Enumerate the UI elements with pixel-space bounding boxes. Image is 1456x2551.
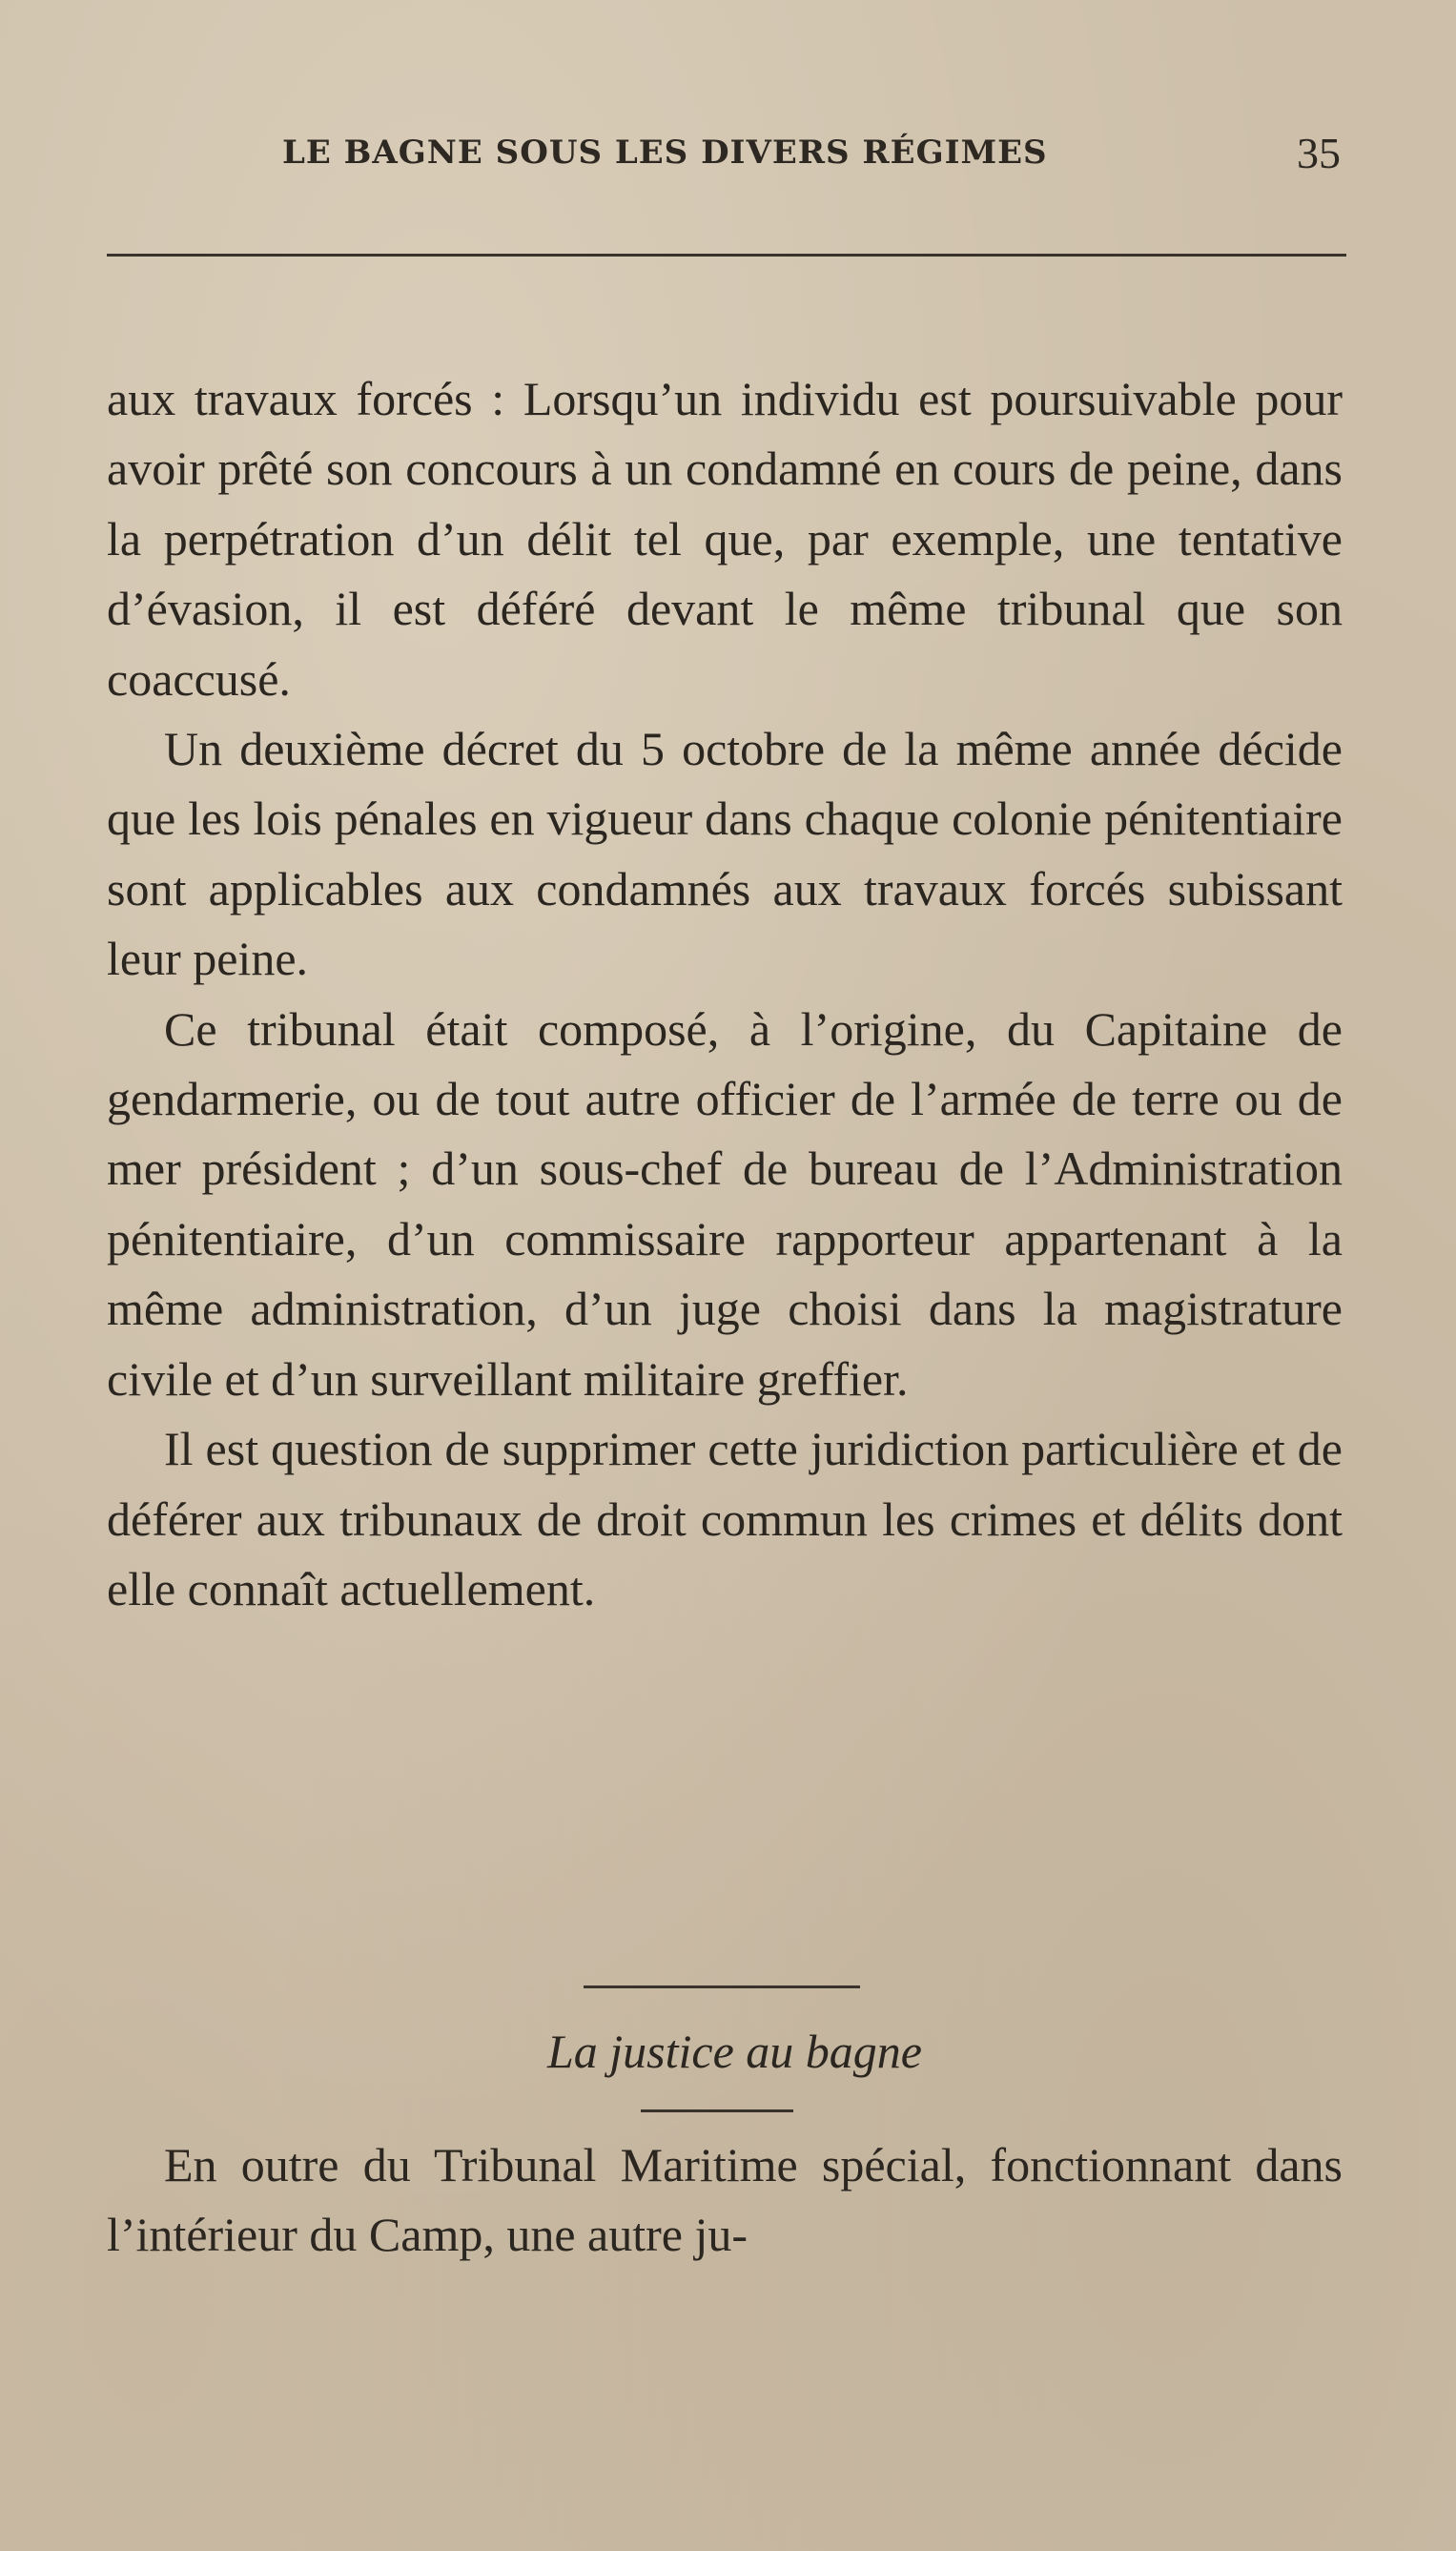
running-head: LE BAGNE SOUS LES DIVERS RÉGIMES	[282, 134, 1048, 172]
section-rule-bottom	[641, 2109, 793, 2112]
section-rule-top	[584, 1985, 860, 1988]
section-title: La justice au bagne	[546, 2025, 923, 2078]
paragraph-continuation: aux travaux forcés : Lorsqu’un individu est poursuivable pour avoir prêté son concours à un condamné en cours de peine, dans la perpétration d’un délit tel que, par exemple, une tentative d’évasion, il est déféré devant le même tribunal que son coaccusé.	[107, 372, 1343, 706]
section-body-text	[107, 2130, 1343, 2271]
paragraph: En outre du Tribunal Maritime spécial, fonctionnant dans l’intérieur du Camp, une autre ju-	[107, 2138, 1343, 2262]
page-number: 35	[1297, 129, 1341, 177]
body-text	[107, 364, 1343, 1624]
header-rule	[107, 254, 1346, 257]
paragraph: Ce tribunal était composé, à l’origine, du Capitaine de gendarmerie, ou de tout autre officier de l’armée de terre ou de mer président ; d’un sous-chef de bureau de l’Administration pénitentiaire, d’un commissaire rapporteur appartenant à la même administration, d’un juge choisi dans la magistrature civile et d’un surveillant militaire greffier.	[107, 1001, 1343, 1406]
paragraph: Un deuxième décret du 5 octobre de la même année décide que les lois pénales en vigueur dans chaque colonie pénitentiaire sont applicables aux condamnés aux travaux forcés subissant leur peine.	[107, 722, 1343, 986]
paragraph: Il est question de supprimer cette juridiction particulière et de déférer aux tribunaux de droit commun les crimes et délits dont elle connaît actuellement.	[107, 1422, 1343, 1615]
